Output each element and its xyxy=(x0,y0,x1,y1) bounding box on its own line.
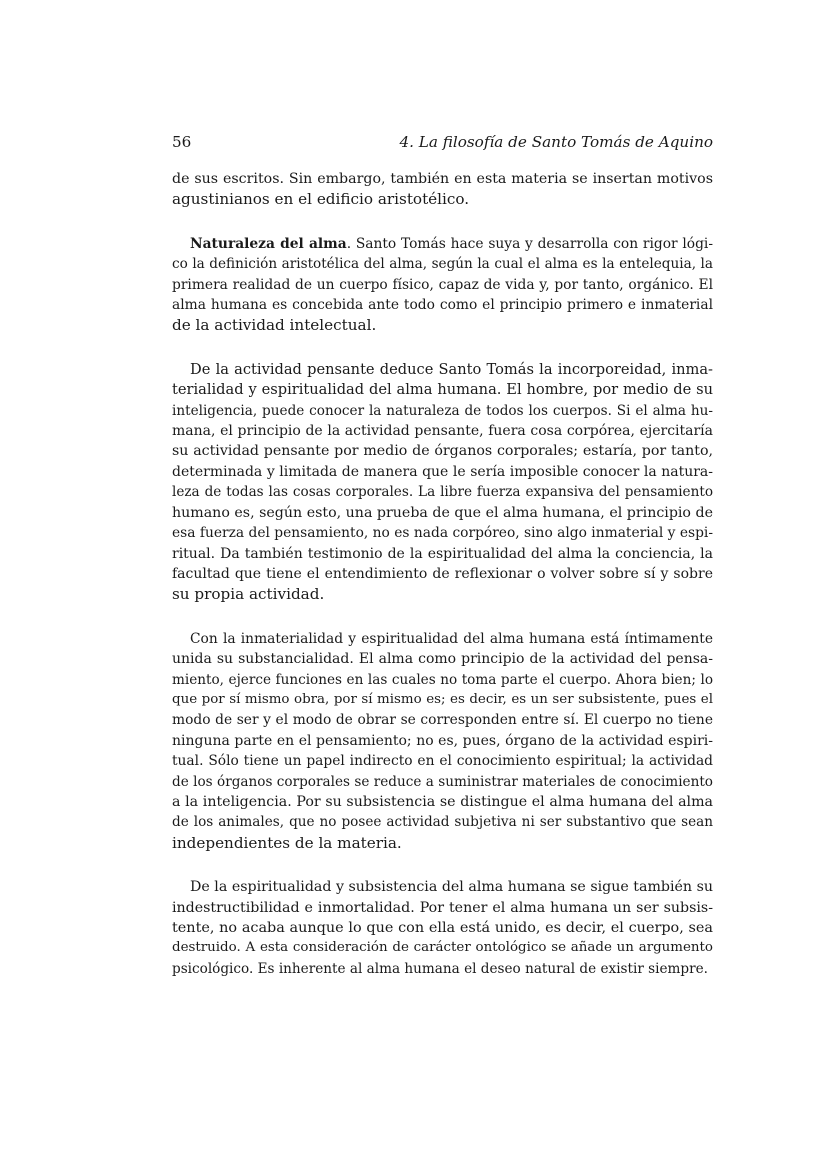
text-line: tual. Sólo tiene un papel indirecto en el conocimiento espiritual; la actividad xyxy=(172,753,713,770)
text-line: De la espiritualidad y subsistencia del alma humana se sigue también su xyxy=(190,879,713,896)
page-number: 56 xyxy=(172,133,192,151)
text-line: su propia actividad. xyxy=(172,585,325,604)
text-line: De la actividad pensante deduce Santo Tomás la incorporeidad, inma- xyxy=(190,360,713,378)
text-line: que por sí mismo obra, por sí mismo es; es decir, es un ser subsistente, pues el xyxy=(172,691,713,707)
text-line: tente, no acaba aunque lo que con ella está unido, es decir, el cuerpo, sea xyxy=(172,920,713,936)
paragraph xyxy=(172,877,713,979)
text-line: de los órganos corporales se reduce a suministrar materiales de conocimiento xyxy=(172,773,713,790)
text-line: psicológico. Es inherente al alma humana el deseo natural de existir siempre. xyxy=(172,960,708,977)
text-line: terialidad y espiritualidad del alma humana. El hombre, por medio de su xyxy=(172,381,713,399)
text-line: mana, el principio de la actividad pensante, fuera cosa corpórea, ejercitaría xyxy=(172,423,713,440)
text-line: facultad que tiene el entendimiento de reflexionar o volver sobre sí y sobre xyxy=(172,565,713,582)
text-line: leza de todas las cosas corporales. La libre fuerza expansiva del pensamiento xyxy=(172,484,713,501)
text-line: destruido. A esta consideración de carácter ontológico se añade un argumento xyxy=(172,940,713,956)
paragraph xyxy=(172,234,713,336)
paragraph-gap xyxy=(172,605,713,629)
paragraph xyxy=(172,360,713,605)
text-line: determinada y limitada de manera que le sería imposible conocer la natura- xyxy=(172,463,713,480)
running-header xyxy=(172,131,713,153)
paragraph xyxy=(172,629,713,853)
text-line: modo de ser y el modo de obrar se corresponden entre sí. El cuerpo no tiene xyxy=(172,712,713,729)
text-line: de los animales, que no posee actividad subjetiva ni ser substantivo que sean xyxy=(172,814,713,831)
text-line: independientes de la materia. xyxy=(172,833,402,852)
text-line: Con la inmaterialidad y espiritualidad del alma humana está íntimamente xyxy=(190,630,713,647)
text-line xyxy=(172,234,713,254)
text-line: alma humana es concebida ante todo como el principio primero e inmaterial xyxy=(172,297,713,314)
text-line: ninguna parte en el pensamiento; no es, pues, órgano de la actividad espiri- xyxy=(172,732,713,749)
text-line: agustinianos en el edificio aristotélico. xyxy=(172,190,470,209)
text-line: de la actividad intelectual. xyxy=(172,316,377,335)
text-line: a la inteligencia. Por su subsistencia se distingue el alma humana del alma xyxy=(172,793,713,810)
text-line: esa fuerza del pensamiento, no es nada corpóreo, sino algo inmaterial y espi- xyxy=(172,525,713,542)
text-line: inteligencia, puede conocer la naturaleza de todos los cuerpos. Si el alma hu- xyxy=(172,402,713,419)
paragraph-gap xyxy=(172,336,713,360)
page xyxy=(172,131,713,979)
text-line: de sus escritos. Sin embargo, también en esta materia se insertan motivos xyxy=(172,171,713,187)
paragraph xyxy=(172,169,713,210)
text-line-rest: . Santo Tomás hace suya y desarrolla con rigor lógi- xyxy=(346,235,713,252)
text-line: ritual. Da también testimonio de la espiritualidad del alma la conciencia, la xyxy=(172,545,713,562)
text-line: primera realidad de un cuerpo físico, capaz de vida y, por tanto, orgánico. El xyxy=(172,276,713,293)
text-line: miento, ejerce funciones en las cuales no toma parte el cuerpo. Ahora bien; lo xyxy=(172,671,713,688)
text-line: co la definición aristotélica del alma, según la cual el alma es la entelequia, la xyxy=(172,256,713,273)
text-line: humano es, según esto, una prueba de que el alma humana, el principio de xyxy=(172,504,713,521)
paragraph-gap xyxy=(172,853,713,877)
chapter-title: 4. La filosofía de Santo Tomás de Aquino xyxy=(399,133,713,151)
text-line: indestructibilidad e inmortalidad. Por tener el alma humana un ser subsis- xyxy=(172,899,713,916)
text-line: su actividad pensante por medio de órganos corporales; estaría, por tanto, xyxy=(172,443,713,460)
section-heading: Naturaleza del alma xyxy=(190,235,347,252)
text-line: unida su substancialidad. El alma como principio de la actividad del pensa- xyxy=(172,651,713,668)
body-text xyxy=(172,169,713,979)
paragraph-gap xyxy=(172,210,713,234)
